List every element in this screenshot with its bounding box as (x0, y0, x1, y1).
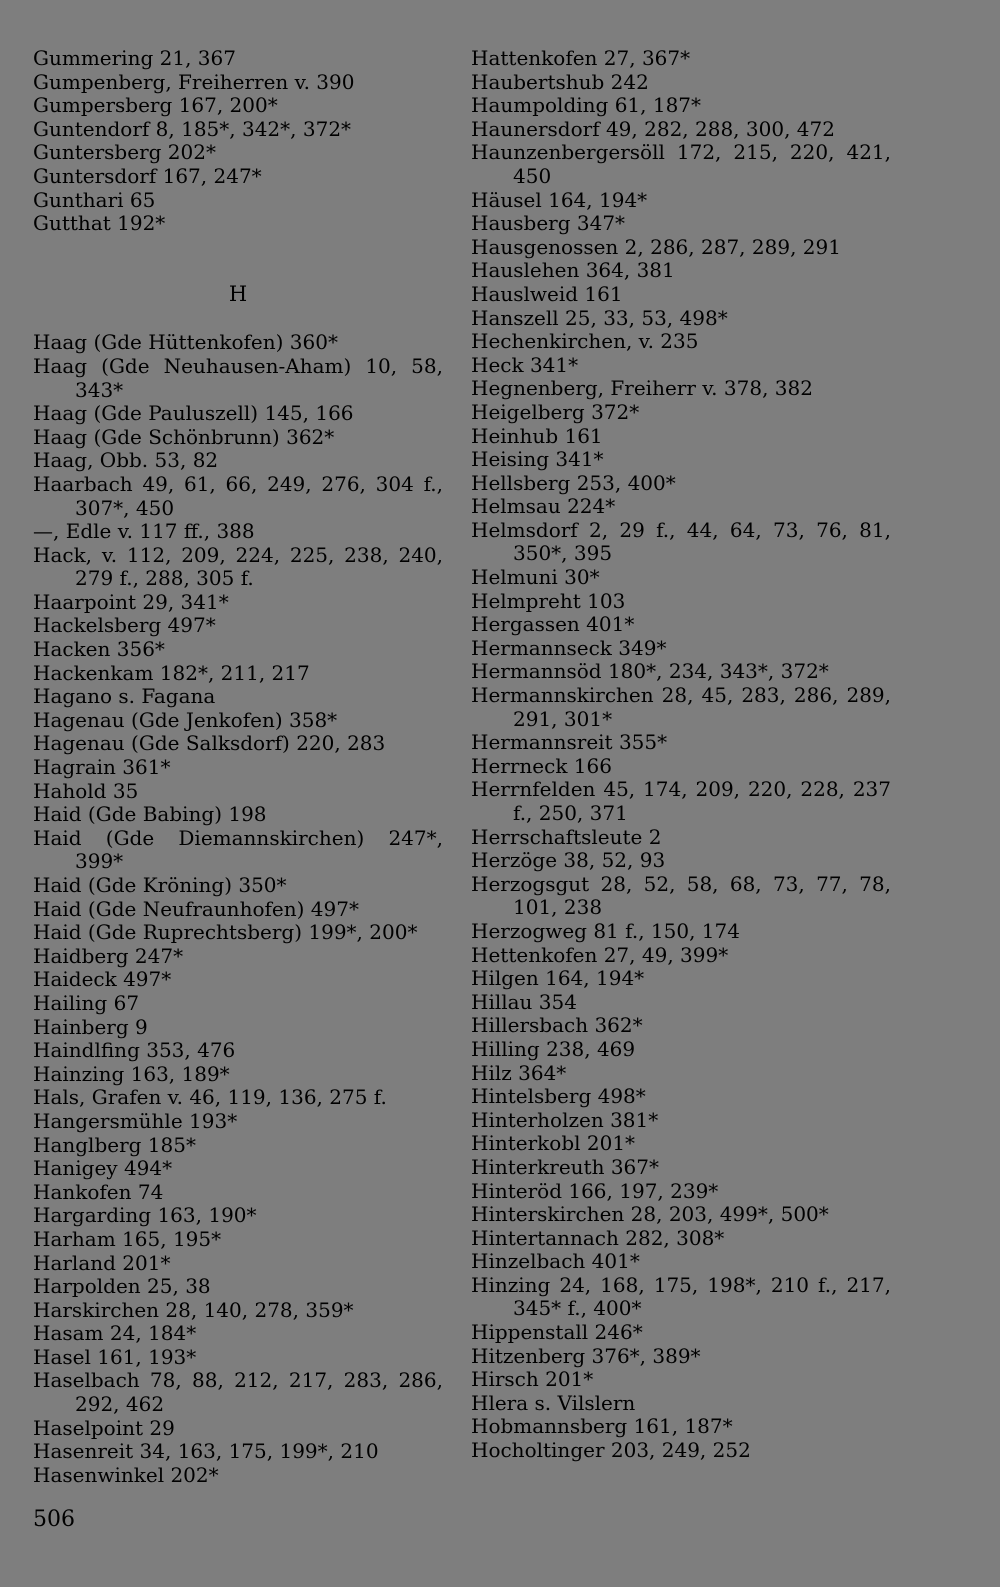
index-entry: Hagano s. Fagana (33, 684, 216, 709)
index-entry: Hackelsberg 497* (33, 613, 216, 638)
left-entries-top (33, 47, 443, 236)
left-column (33, 47, 443, 1487)
index-entry: Hilgen 164, 194* (471, 966, 645, 991)
index-entry: Haid (Gde Neufraunhofen) 497* (33, 896, 359, 921)
index-entry: Haubertshub 242 (471, 69, 649, 94)
page-number: 506 (33, 1507, 75, 1532)
index-entry: Hinterskirchen 28, 203, 499*, 500* (471, 1202, 829, 1227)
index-entry: Hanglberg 185* (33, 1132, 196, 1157)
index-entry: Haselbach 78, 88, 212, 217, 283, 286, 292, 462 (33, 1368, 443, 1417)
index-entry: Haid (Gde Kröning) 350* (33, 873, 287, 897)
index-entry: Heigelberg 372* (471, 399, 640, 424)
index-entry: Hausberg 347* (471, 211, 626, 236)
index-entry: Guntendorf 8, 185*, 342*, 372* (33, 116, 352, 141)
index-entry: Hahold 35 (33, 778, 139, 803)
index-entry: Hanszell 25, 33, 53, 498* (471, 305, 728, 330)
index-entry: Hainberg 9 (33, 1014, 148, 1039)
index-entry: Haid (Gde Babing) 198 (33, 802, 267, 827)
index-entry: Hintelsberg 498* (471, 1084, 646, 1109)
index-entry: Hobmannsberg 161, 187* (471, 1414, 733, 1439)
index-entry: Haarpoint 29, 341* (33, 589, 229, 614)
index-entry: Hegnenberg, Freiherr v. 378, 382 (471, 376, 813, 401)
index-entry: Hillersbach 362* (471, 1013, 643, 1038)
index-entry: Heising 341* (471, 447, 604, 472)
index-entry: Hocholtinger 203, 249, 252 (471, 1438, 751, 1463)
index-entry: Helmsau 224* (471, 494, 616, 519)
index-entry: Gumpenberg, Freiherren v. 390 (33, 69, 355, 94)
index-entry: Haunersdorf 49, 282, 288, 300, 472 (471, 116, 835, 141)
index-entry: Gunthari 65 (33, 187, 156, 212)
index-entry: Hinterholzen 381* (471, 1107, 659, 1132)
index-entry: Gumpersberg 167, 200* (33, 93, 278, 118)
index-entry: Helmsdorf 2, 29 f., 44, 64, 73, 76, 81, 350*, 395 (471, 517, 891, 566)
index-entry: Haag, Obb. 53, 82 (33, 448, 219, 473)
index-entry: Haindlfing 353, 476 (33, 1038, 236, 1063)
index-entry: Hinterkreuth 367* (471, 1154, 659, 1179)
index-entry: Hinzing 24, 168, 175, 198*, 210 f., 217, 345* f., 400* (471, 1272, 891, 1321)
index-entry: Guntersdorf 167, 247* (33, 163, 262, 188)
index-entry: Hangersmühle 193* (33, 1108, 238, 1133)
index-entry: Hinzelbach 401* (471, 1249, 640, 1274)
index-entry: Haselpoint 29 (33, 1415, 175, 1440)
index-entry: Herrneck 166 (471, 753, 612, 778)
index-entry: Haarbach 49, 61, 66, 249, 276, 304 f., 307*, 450 (33, 471, 443, 520)
index-entry: Harland 201* (33, 1250, 171, 1275)
index-entry: Haunzenbergersöll 172, 215, 220, 421, 450 (471, 140, 891, 188)
index-entry: Harham 165, 195* (33, 1226, 222, 1251)
index-entry: Haideck 497* (33, 967, 172, 992)
index-entry: Haag (Gde Hüttenkofen) 360* (33, 330, 338, 355)
right-entries (471, 47, 891, 1463)
index-entry: Herrschaftsleute 2 (471, 824, 662, 849)
index-entry: Häusel 164, 194* (471, 187, 648, 212)
index-entry: Hack, v. 112, 209, 224, 225, 238, 240, 279 f., 288, 305 f. (33, 542, 443, 591)
index-entry: Hainzing 163, 189* (33, 1061, 230, 1086)
index-entry: Hilz 364* (471, 1060, 567, 1085)
index-entry: Hillau 354 (471, 989, 577, 1014)
index-entry: Hermannsöd 180*, 234, 343*, 372* (471, 659, 829, 684)
index-entry: Hitzenberg 376*, 389* (471, 1343, 701, 1368)
index-entry: Hlera s. Vilslern (471, 1390, 636, 1415)
index-entry: Hals, Grafen v. 46, 119, 136, 275 f. (33, 1085, 387, 1110)
index-entry: Hankofen 74 (33, 1179, 164, 1204)
index-entry: Herzogweg 81 f., 150, 174 (471, 918, 740, 943)
index-entry: Harskirchen 28, 140, 278, 359* (33, 1297, 354, 1322)
index-entry: Helmpreht 103 (471, 588, 626, 613)
index-entry: Harpolden 25, 38 (33, 1274, 211, 1299)
left-entries-bottom (33, 331, 443, 1487)
index-entry: Hauslweid 161 (471, 281, 623, 306)
index-entry: Hermannseck 349* (471, 635, 667, 660)
index-entry: Hauslehen 364, 381 (471, 258, 675, 283)
index-entry: Hailing 67 (33, 990, 140, 1015)
index-entry: Hilling 238, 469 (471, 1036, 636, 1061)
index-entry: Hinteröd 166, 197, 239* (471, 1178, 719, 1203)
index-entry: Haumpolding 61, 187* (471, 93, 702, 118)
index-entry: Haidberg 247* (33, 943, 184, 968)
section-heading: H (228, 281, 248, 306)
index-entry: Gutthat 192* (33, 211, 166, 236)
index-entry: Hergassen 401* (471, 612, 635, 637)
index-entry: Hasenreit 34, 163, 175, 199*, 210 (33, 1439, 379, 1464)
index-entry: Hinterkobl 201* (471, 1131, 636, 1156)
index-entry: Heinhub 161 (471, 423, 603, 448)
index-entry: Hintertannach 282, 308* (471, 1225, 725, 1250)
index-entry: Hippenstall 246* (471, 1320, 643, 1345)
index-entry: Herzöge 38, 52, 93 (471, 848, 666, 873)
index-entry: Herrnfelden 45, 174, 209, 220, 228, 237 f., 250, 371 (471, 777, 891, 825)
index-entry: Hettenkofen 27, 49, 399* (471, 942, 729, 967)
index-entry: Hermannskirchen 28, 45, 283, 286, 289, 291, 301* (471, 683, 891, 731)
right-column (471, 47, 891, 1463)
index-entry: Hechenkirchen, v. 235 (471, 329, 699, 354)
index-entry: Hacken 356* (33, 637, 165, 662)
index-entry: Hagrain 361* (33, 755, 171, 780)
index-entry: Hargarding 163, 190* (33, 1203, 257, 1228)
index-entry: Helmuni 30* (471, 565, 600, 590)
index-entry: Hagenau (Gde Jenkofen) 358* (33, 707, 338, 732)
index-entry: Heck 341* (471, 352, 579, 377)
index-entry: Haag (Gde Neuhausen-Aham) 10, 58, 343* (33, 353, 443, 402)
index-entry: Hattenkofen 27, 367* (471, 46, 691, 70)
index-entry: Haid (Gde Ruprechtsberg) 199*, 200* (33, 920, 418, 945)
index-entry: Hellsberg 253, 400* (471, 470, 676, 495)
index-entry: Guntersberg 202* (33, 140, 216, 165)
index-entry: Haag (Gde Schönbrunn) 362* (33, 424, 335, 449)
index-entry: Herzogsgut 28, 52, 58, 68, 73, 77, 78, 101, 238 (471, 871, 891, 920)
index-entry: Hasenwinkel 202* (33, 1462, 219, 1487)
index-entry: Hanigey 494* (33, 1156, 173, 1181)
index-entry: Haid (Gde Diemannskirchen) 247*, 399* (33, 825, 443, 874)
index-entry: Hermannsreit 355* (471, 730, 668, 755)
index-entry: Hirsch 201* (471, 1367, 594, 1392)
index-entry: —, Edle v. 117 ff., 388 (33, 519, 255, 544)
index-entry: Hasam 24, 184* (33, 1321, 197, 1346)
index-entry: Haag (Gde Pauluszell) 145, 166 (33, 401, 354, 426)
index-entry: Hasel 161, 193* (33, 1344, 197, 1369)
index-entry: Hackenkam 182*, 211, 217 (33, 660, 310, 685)
index-entry: Gummering 21, 367 (33, 46, 236, 70)
index-entry: Hausgenossen 2, 286, 287, 289, 291 (471, 234, 841, 259)
index-entry: Hagenau (Gde Salksdorf) 220, 283 (33, 731, 386, 756)
